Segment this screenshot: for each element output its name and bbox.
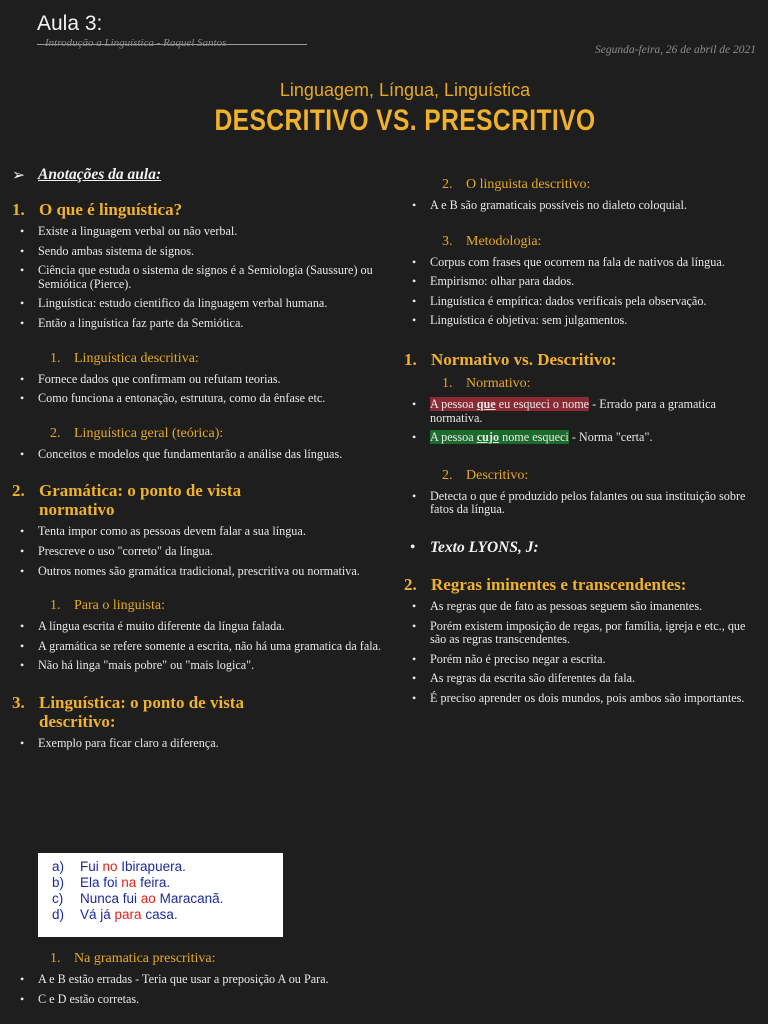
- section-title: Linguística: o ponto de vista descritivo:: [39, 692, 244, 731]
- example-line: [38, 891, 283, 907]
- section-heading: [404, 350, 756, 369]
- list-item: • Existe a linguagem verbal ou não verbal.: [12, 225, 382, 239]
- example-text: eu esqueci o nome: [495, 396, 590, 411]
- example-text: casa.: [141, 907, 178, 922]
- list-item: • A gramática se refere somente a escrita, não há uma gramatica da fala.: [12, 640, 382, 654]
- list-item: • As regras que de fato as pessoas seguem são imanentes.: [404, 600, 756, 614]
- course-subtitle: Introdução a Linguística - Raquel Santos: [45, 37, 227, 49]
- right-column: [404, 176, 756, 706]
- lesson-date: Segunda-feira, 26 de abril de 2021: [595, 44, 756, 56]
- example-preposition: para: [114, 907, 142, 922]
- section-heading: [12, 481, 382, 519]
- example-text: Ela foi: [80, 875, 122, 890]
- list-item: • A e B estão erradas - Teria que usar a preposição A ou Para.: [12, 973, 382, 987]
- page-title: Aula 3:: [37, 12, 103, 35]
- section-number: 3.: [12, 692, 25, 712]
- highlight-wrong: [430, 397, 589, 411]
- subsection-heading: [12, 597, 382, 614]
- notes-heading: [12, 166, 382, 185]
- highlight-correct: [430, 430, 569, 444]
- bullet-icon: •: [410, 538, 416, 556]
- section-title: Normativo vs. Descritivo:: [431, 349, 617, 369]
- section-title: Regras iminentes e transcendentes:: [431, 574, 687, 594]
- list-item: • Empirismo: olhar para dados.: [404, 275, 756, 289]
- subsection-heading: [404, 233, 756, 250]
- bullet-list: [12, 225, 382, 331]
- example-text: feira.: [136, 875, 171, 890]
- list-item: • Linguística: estudo cientifico da linguagem verbal humana.: [12, 297, 382, 311]
- main-title: DESCRITIVO VS. PRESCRITIVO: [214, 104, 596, 137]
- lyons-heading-label: Texto LYONS, J:: [430, 538, 539, 556]
- subsection-heading: [404, 375, 756, 392]
- subsection-heading: [12, 425, 382, 442]
- section-heading: [404, 575, 756, 594]
- example-preposition: na: [121, 875, 137, 890]
- list-item: • Detecta o que é produzido pelos falantes ou sua instituição sobre fatos da língua.: [404, 490, 756, 517]
- example-note: - Errado para a gramatica normativa.: [430, 396, 716, 425]
- section-title: Gramática: o ponto de vista normativo: [39, 481, 242, 520]
- subsection-number: 2.: [442, 177, 453, 192]
- subsection-title: Linguística descritiva:: [74, 350, 199, 366]
- example-text: Fui: [80, 859, 103, 874]
- example-letter: b): [52, 875, 65, 890]
- example-keyword: cujo: [476, 430, 500, 445]
- arrow-icon: ➢: [12, 167, 25, 184]
- example-text: Nunca fui: [80, 891, 141, 906]
- example-line: [38, 875, 283, 891]
- list-item: • Porém existem imposição de regas, por família, igreja e etc., que são as regras transcendentes.: [404, 620, 756, 647]
- list-item: • Conceitos e modelos que fundamentarão a análise das línguas.: [12, 448, 382, 462]
- bullet-list: [404, 490, 756, 517]
- bullet-list: [12, 737, 382, 751]
- list-item: • Fornece dados que confirmam ou refutam teorias.: [12, 373, 382, 387]
- list-item: • Prescreve o uso "correto" da língua.: [12, 545, 382, 559]
- list-item: • Então a linguística faz parte da Semiótica.: [12, 317, 382, 331]
- topic-heading: Linguagem, Língua, Linguística: [279, 80, 531, 100]
- list-item: • A e B são gramaticais possíveis no dialeto coloquial.: [404, 199, 756, 213]
- list-item: • C e D estão corretas.: [12, 993, 382, 1007]
- list-item: • A língua escrita é muito diferente da língua falada.: [12, 620, 382, 634]
- list-item: [404, 398, 756, 425]
- subsection-title: O linguista descritivo:: [466, 177, 591, 192]
- subsection-number: 2.: [50, 425, 61, 441]
- bullet-list: [12, 973, 382, 1006]
- bullet-list: [12, 448, 382, 462]
- subsection-title: Normativo:: [466, 375, 531, 391]
- subsection-heading: [404, 176, 756, 193]
- list-item: • Como funciona a entonação, estrutura, como da ênfase etc.: [12, 392, 382, 406]
- list-item: • Corpus com frases que ocorrem na fala de nativos da língua.: [404, 256, 756, 270]
- list-item: • Linguística é empírica: dados verificais pela observação.: [404, 295, 756, 309]
- section-heading: [12, 693, 382, 731]
- list-item: • Linguística é objetiva: sem julgamentos.: [404, 314, 756, 328]
- list-item: • Tenta impor como as pessoas devem falar a sua língua.: [12, 525, 382, 539]
- example-text: A pessoa: [430, 430, 477, 445]
- example-line: [38, 907, 283, 923]
- section-heading: [12, 200, 382, 219]
- list-item: • Exemplo para ficar claro a diferença.: [12, 737, 382, 751]
- notes-heading-label: Anotações da aula:: [38, 166, 162, 183]
- list-item: • É preciso aprender os dois mundos, pois ambos são importantes.: [404, 692, 756, 706]
- left-column-bottom: [12, 950, 382, 1006]
- example-note: - Norma "certa".: [568, 430, 653, 445]
- example-preposition: ao: [140, 891, 156, 906]
- bullet-list: [404, 600, 756, 706]
- example-keyword: que: [476, 396, 496, 411]
- subsection-title: Descritivo:: [466, 467, 529, 483]
- subsection-heading: [12, 350, 382, 367]
- bullet-list: [12, 525, 382, 578]
- lyons-heading: [404, 539, 756, 557]
- list-item: • Sendo ambas sistema de signos.: [12, 245, 382, 259]
- example-text: nome esqueci: [499, 430, 569, 445]
- subsection-number: 1.: [50, 350, 61, 366]
- subsection-title: Na gramatica prescritiva:: [74, 951, 216, 966]
- example-letter: d): [52, 907, 65, 922]
- list-item: • Não há linga "mais pobre" ou "mais logica".: [12, 659, 382, 673]
- example-text: Maracanã.: [155, 891, 224, 906]
- example-text: Ibirapuera.: [117, 859, 186, 874]
- subsection-title: Metodologia:: [466, 233, 542, 249]
- section-number: 2.: [404, 574, 417, 594]
- bullet-list: [12, 620, 382, 673]
- section-number: 2.: [12, 481, 25, 501]
- list-item: • As regras da escrita são diferentes da fala.: [404, 672, 756, 686]
- bullet-list: [12, 373, 382, 406]
- bullet-list: [404, 256, 756, 328]
- subsection-number: 1.: [50, 951, 61, 966]
- subsection-heading: [404, 467, 756, 484]
- subsection-number: 2.: [442, 467, 453, 483]
- subsection-number: 1.: [442, 375, 453, 391]
- example-text: Vá já: [80, 907, 115, 922]
- list-item: [404, 431, 756, 445]
- subsection-heading: [12, 950, 382, 967]
- subsection-number: 1.: [50, 598, 61, 614]
- list-item: • Porém não é preciso negar a escrita.: [404, 653, 756, 667]
- examples-image: [38, 853, 283, 937]
- left-column: [12, 166, 382, 751]
- subsection-number: 3.: [442, 233, 453, 249]
- example-preposition: no: [102, 859, 118, 874]
- section-number: 1.: [404, 349, 417, 369]
- subsection-title: Linguística geral (teórica):: [74, 425, 224, 441]
- list-item: • Ciência que estuda o sistema de signos é a Semiologia (Saussure) ou Semiótica (Pierce).: [12, 264, 382, 291]
- example-line: [38, 859, 283, 875]
- bullet-list: [404, 199, 756, 213]
- section-title: O que é linguística?: [39, 200, 183, 219]
- section-number: 1.: [12, 200, 25, 219]
- subsection-title: Para o linguista:: [74, 598, 165, 614]
- example-text: A pessoa: [430, 396, 477, 411]
- list-item: • Outros nomes são gramática tradicional, prescritiva ou normativa.: [12, 565, 382, 579]
- bullet-list: [404, 398, 756, 445]
- example-letter: a): [52, 859, 65, 874]
- example-letter: c): [52, 891, 64, 906]
